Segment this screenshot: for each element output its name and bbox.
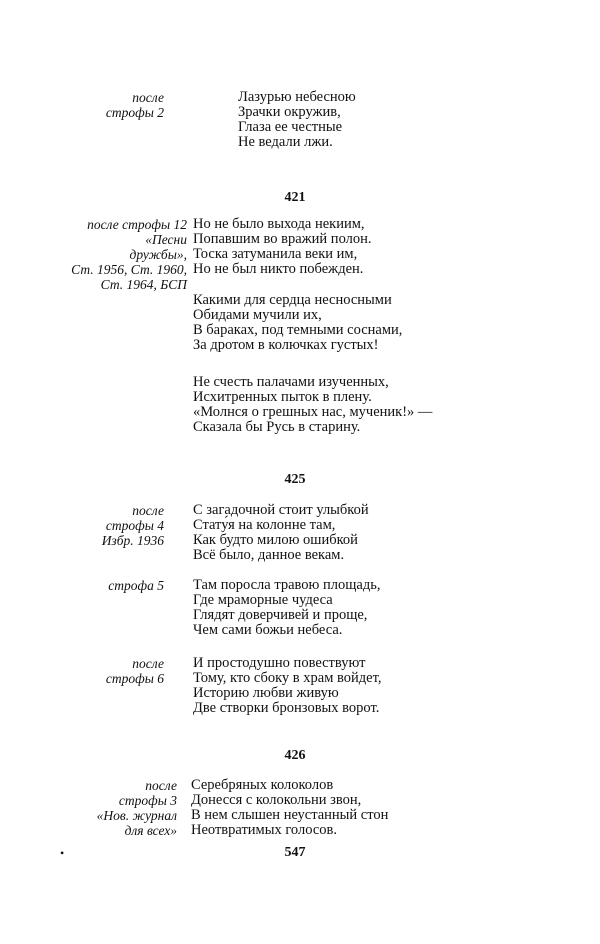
page-number: 547 [284, 845, 306, 860]
verse-line: Историю любви живую [193, 685, 339, 701]
note-line: Ст. 1964, БСП [100, 277, 187, 292]
note-line: после [132, 90, 164, 105]
note-line: дружбы», [129, 247, 187, 262]
verse-line: С загадочной стоит улыбкой [193, 502, 369, 518]
verse-line: Сказала бы Русь в старину. [193, 419, 361, 435]
verse-line: Донесся с колокольни звон, [191, 792, 362, 808]
verse-line: Зрачки окружив, [238, 104, 341, 120]
verse-line: Но не был никто побежден. [193, 261, 364, 277]
poem-number: 421 [284, 190, 306, 205]
verse-line: Не ведали лжи. [238, 134, 333, 150]
variant-note [102, 503, 164, 548]
verse-line: Лазурью небесною [238, 89, 356, 105]
verse-line: Но не было выхода некиим, [193, 216, 365, 232]
note-line: «Нов. журнал [96, 808, 177, 823]
verse-line: В бараках, под темными соснами, [193, 322, 403, 338]
verse-stanza [193, 578, 380, 638]
verse-stanza [193, 293, 402, 353]
verse-line: За дротом в колючках густых! [193, 337, 379, 353]
verse-line: Глаза ее честные [238, 119, 343, 135]
verse-stanza [193, 503, 369, 563]
verse-line: Тому, кто сбоку в храм войдет, [193, 670, 382, 686]
verse-line: Обидами мучили их, [193, 307, 322, 323]
note-line: строфа 5 [108, 578, 164, 593]
verse-line: Всё было, данное векам. [193, 547, 345, 563]
verse-stanza [238, 90, 356, 150]
verse-stanza [193, 656, 381, 716]
verse-stanza [191, 778, 388, 838]
note-line: Ст. 1956, Ст. 1960, [71, 262, 187, 277]
verse-line: «Молнся о грешных нас, мученик!» — [193, 404, 433, 420]
variant-note [106, 90, 164, 120]
note-line: «Песни [145, 232, 187, 247]
variant-note [106, 656, 164, 686]
verse-line: И простодушно повествуют [193, 655, 366, 671]
verse-stanza [193, 217, 372, 277]
verse-line: В нем слышен неустанный стон [191, 807, 389, 823]
note-line: после [132, 503, 164, 518]
note-line: строфы 3 [118, 793, 177, 808]
verse-line: Попавшим во вражий полон. [193, 231, 372, 247]
verse-line: Какими для сердца несносными [193, 292, 392, 308]
verse-line: Там поросла травою площадь, [193, 577, 381, 593]
verse-line: Не счесть палачами изученных, [193, 374, 389, 390]
poem-number: 426 [284, 748, 306, 763]
note-line: строфы 4 [105, 518, 164, 533]
variant-note [97, 778, 177, 838]
note-line: строфы 2 [105, 105, 164, 120]
verse-line: Исхитренных пыток в плену. [193, 389, 372, 405]
note-line: Избр. 1936 [101, 533, 164, 548]
variant-note [71, 217, 187, 292]
note-line: после [145, 778, 177, 793]
verse-line: Где мраморные чудеса [193, 592, 333, 608]
verse-line: Как будто милою ошибкой [193, 532, 358, 548]
variant-note [108, 578, 164, 593]
note-line: после [132, 656, 164, 671]
verse-line: Неотвратимых голосов. [191, 822, 337, 838]
poem-number: 425 [284, 472, 306, 487]
note-line: после строфы 12 [87, 217, 187, 232]
verse-line: Две створки бронзовых ворот. [193, 700, 380, 716]
verse-line: Стату́я на колонне там, [193, 517, 336, 533]
verse-stanza [193, 375, 432, 435]
verse-line: Чем сами божьи небеса. [193, 622, 343, 638]
note-line: для всех» [124, 823, 177, 838]
verse-line: Глядят доверчивей и проще, [193, 607, 368, 623]
margin-mark: • [60, 846, 65, 860]
verse-line: Тоска затуманила веки им, [193, 246, 358, 262]
verse-line: Серебряных колоколов [191, 777, 334, 793]
note-line: строфы 6 [105, 671, 164, 686]
